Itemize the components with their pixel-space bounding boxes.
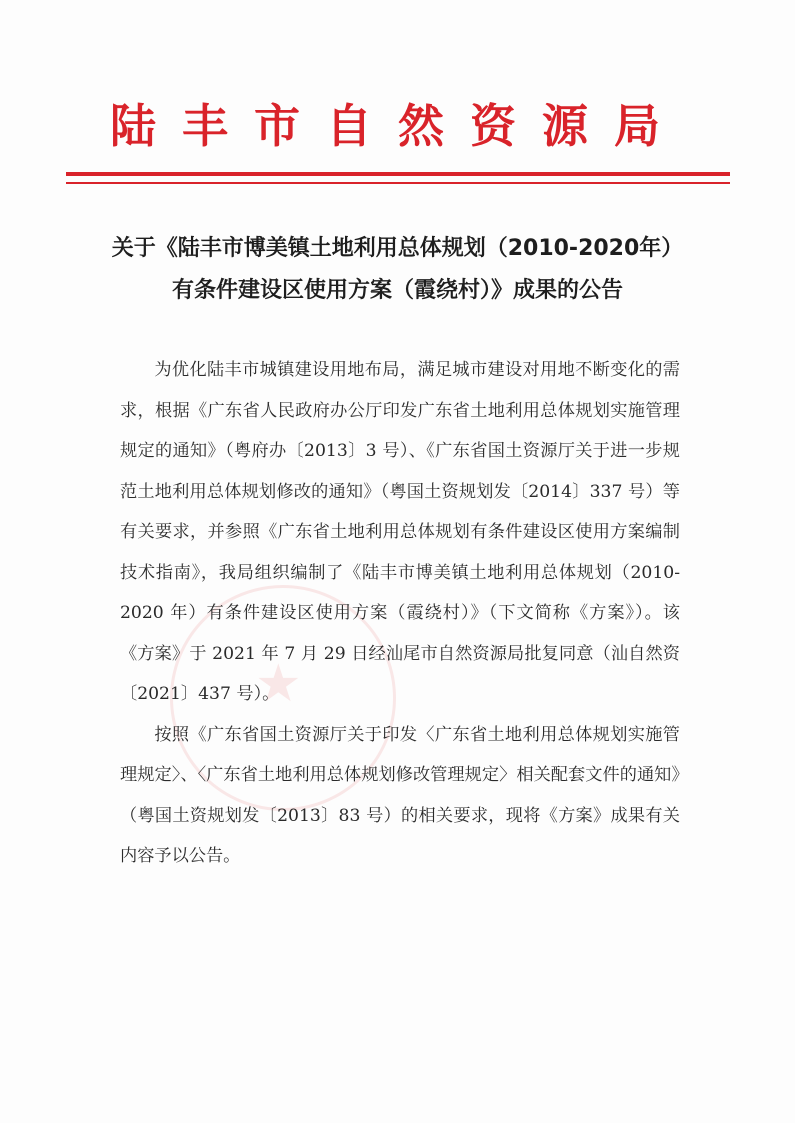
document-title-line-1: 关于《陆丰市博美镇土地利用总体规划（2010-2020年） — [111, 236, 684, 261]
letterhead-red-rule — [66, 172, 730, 176]
seal-star-icon: ★ — [255, 654, 302, 714]
document-body — [120, 350, 680, 877]
letterhead-org-name: 陆丰市自然资源局 — [110, 99, 686, 153]
letterhead-red-rule-thin — [66, 182, 730, 184]
body-paragraph-2: 按照《广东省国土资源厅关于印发〈广东省土地利用总体规划实施管理规定〉、〈广东省土地利用总体规划修改管理规定〉相关配套文件的通知》（粤国土资规划发〔2013〕83 号）的相关要求，现将《方案》成果有关内容予以公告。 — [120, 724, 680, 866]
document-title — [60, 228, 735, 312]
document-title-line-2: 有条件建设区使用方案（霞绕村）》成果的公告 — [171, 278, 623, 303]
body-paragraph-1: 为优化陆丰市城镇建设用地布局，满足城市建设对用地不断变化的需求，根据《广东省人民政府办公厅印发广东省土地利用总体规划实施管理规定的通知》（粤府办〔2013〕3 号）、《广东省国土资源厅关于进一步规范土地利用总体规划修改的通知》（粤国土资规划发〔2014〕337 号）等有关要求，并参照《广东省土地利用总体规划有条件建设区使用方案编制技术指南》，我局组织编制了《陆丰市博美镇土地利用总体规划（2010-2020 年）有条件建设区使用方案（霞绕村）》（下文简称《方案》）。该《方案》于 2021 年 7 月 29 日经汕尾市自然资源局批复同意（汕自然资〔2021〕437 号）。 — [120, 360, 680, 704]
